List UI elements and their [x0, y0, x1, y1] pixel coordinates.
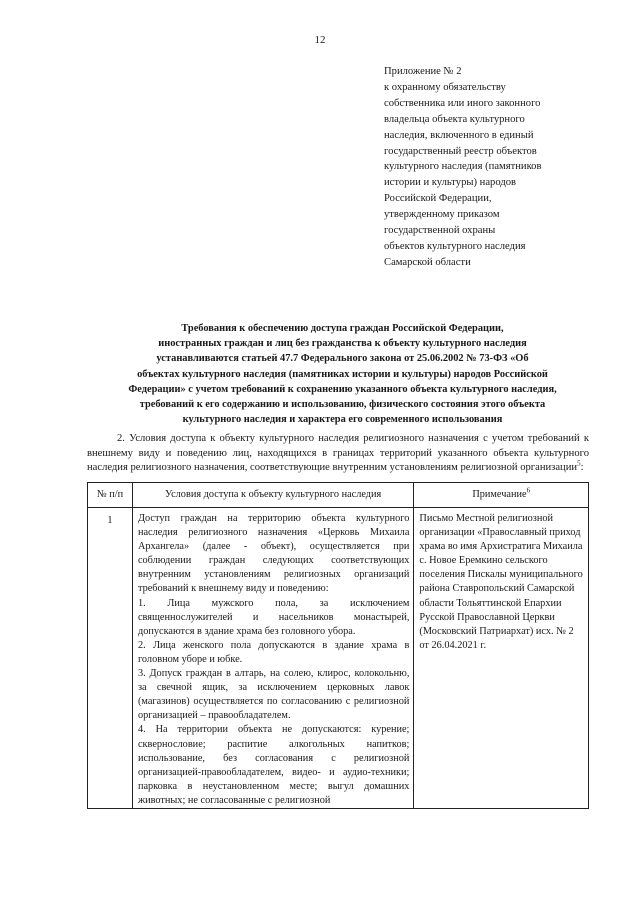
- heading-line: иностранных граждан и лиц без гражданства к объекту культурного наследия: [158, 338, 527, 350]
- header-conditions: Условия доступа к объекту культурного наследия: [132, 483, 413, 508]
- appendix-line: истории и культуры) народов: [384, 177, 517, 189]
- appendix-line: Российской Федерации,: [384, 193, 492, 205]
- conditions-cell: [132, 508, 413, 809]
- table-header-row: [88, 483, 589, 508]
- note-cell: Письмо Местной религиозной организации «Православный приход храма во имя Архистратига Михаила с. Новое Еремкино сельского поселения Пискалы муниципального района Ставропольский Самарской области Тольяттинской Епархии Русской Православной Церкви (Московский Патриархат) исх. № 2 от 26.04.2021 г.: [414, 508, 589, 809]
- condition-paragraph: 3. Допуск граждан в алтарь, на солею, клирос, колокольню, за свечной ящик, за исключением церковных лавок (магазинов) осуществляется по согласованию с религиозной организацией – правообладателем.: [137, 668, 410, 722]
- appendix-line: собственника или иного законного: [384, 97, 541, 109]
- heading-line: требований к его содержанию и использованию, физического состояния этого объекта: [139, 399, 546, 411]
- appendix-block: [384, 64, 604, 271]
- condition-paragraph: 1. Лица мужского пола, за исключением священнослужителей и насельников монастырей, допускаются в здание храма без головного убора.: [137, 597, 410, 637]
- row-number: 1: [88, 508, 133, 809]
- appendix-line: наследия, включенного в единый: [384, 129, 534, 141]
- header-note-label: Примечание: [472, 488, 527, 500]
- document-heading: [120, 321, 565, 427]
- paragraph-text: 2. Условия доступа к объекту культурного наследия религиозного назначения с учетом требований к внешнему виду и поведению лиц, находящихся в границах территорий указанного объекта культурного наследия религиозного назначения, соответствующие внутренним установлениям религиозной организации: [87, 433, 589, 474]
- table-clip: [80, 482, 600, 840]
- section-paragraph: [87, 432, 589, 476]
- appendix-line: государственный реестр объектов: [384, 145, 537, 157]
- footnote-marker: 5: [577, 459, 581, 468]
- appendix-line: объектов культурного наследия: [384, 240, 526, 252]
- appendix-line: государственной охраны: [384, 225, 496, 237]
- condition-paragraph: 4. На территории объекта не допускаются: курение; сквернословие; распитие алкогольных напитков; использование, без согласования с религиозной организацией-правообладателем, видео- и аудио-техники; парковка в неустановленном месте; выгул домашних животных; не согласованные с религиозной: [137, 724, 410, 806]
- appendix-line: Самарской области: [384, 256, 471, 268]
- appendix-line: Приложение № 2: [384, 66, 462, 77]
- appendix-line: к охранному обязательству: [384, 81, 506, 93]
- heading-line: объектах культурного наследия (памятниках истории и культуры) народов Российской: [137, 368, 548, 380]
- footnote-marker: 6: [526, 486, 531, 495]
- table-row: [88, 508, 589, 809]
- appendix-line: культурного наследия (памятников: [384, 161, 542, 173]
- page-number: 12: [314, 34, 326, 46]
- access-requirements-table: [87, 482, 589, 809]
- heading-line: устанавливаются статьей 47.7 Федерального закона от 25.06.2002 № 73-ФЗ «Об: [156, 353, 529, 365]
- appendix-line: владельца объекта культурного: [384, 113, 525, 125]
- heading-line: культурного наследия и характера его современного использования: [182, 414, 503, 426]
- header-num: № п/п: [88, 483, 133, 508]
- condition-paragraph: 2. Лица женского пола допускаются в здание храма в головном уборе и юбке.: [137, 639, 410, 665]
- heading-line: Требования к обеспечению доступа граждан Российской Федерации,: [181, 323, 504, 334]
- header-note: [414, 483, 589, 508]
- condition-paragraph: Доступ граждан на территорию объекта культурного наследия религиозного назначения «Церковь Михаила Архангела» (далее - объект), осуществляется при соблюдении граждан следующих соответствующих внутренним установлениям религиозных организаций требований к внешнему виду и поведению:: [137, 513, 410, 595]
- heading-line: Федерации» с учетом требований к сохранению указанного объекта культурного наследия,: [128, 383, 557, 395]
- appendix-line: утвержденному приказом: [384, 209, 500, 221]
- paragraph-suffix: :: [580, 462, 584, 474]
